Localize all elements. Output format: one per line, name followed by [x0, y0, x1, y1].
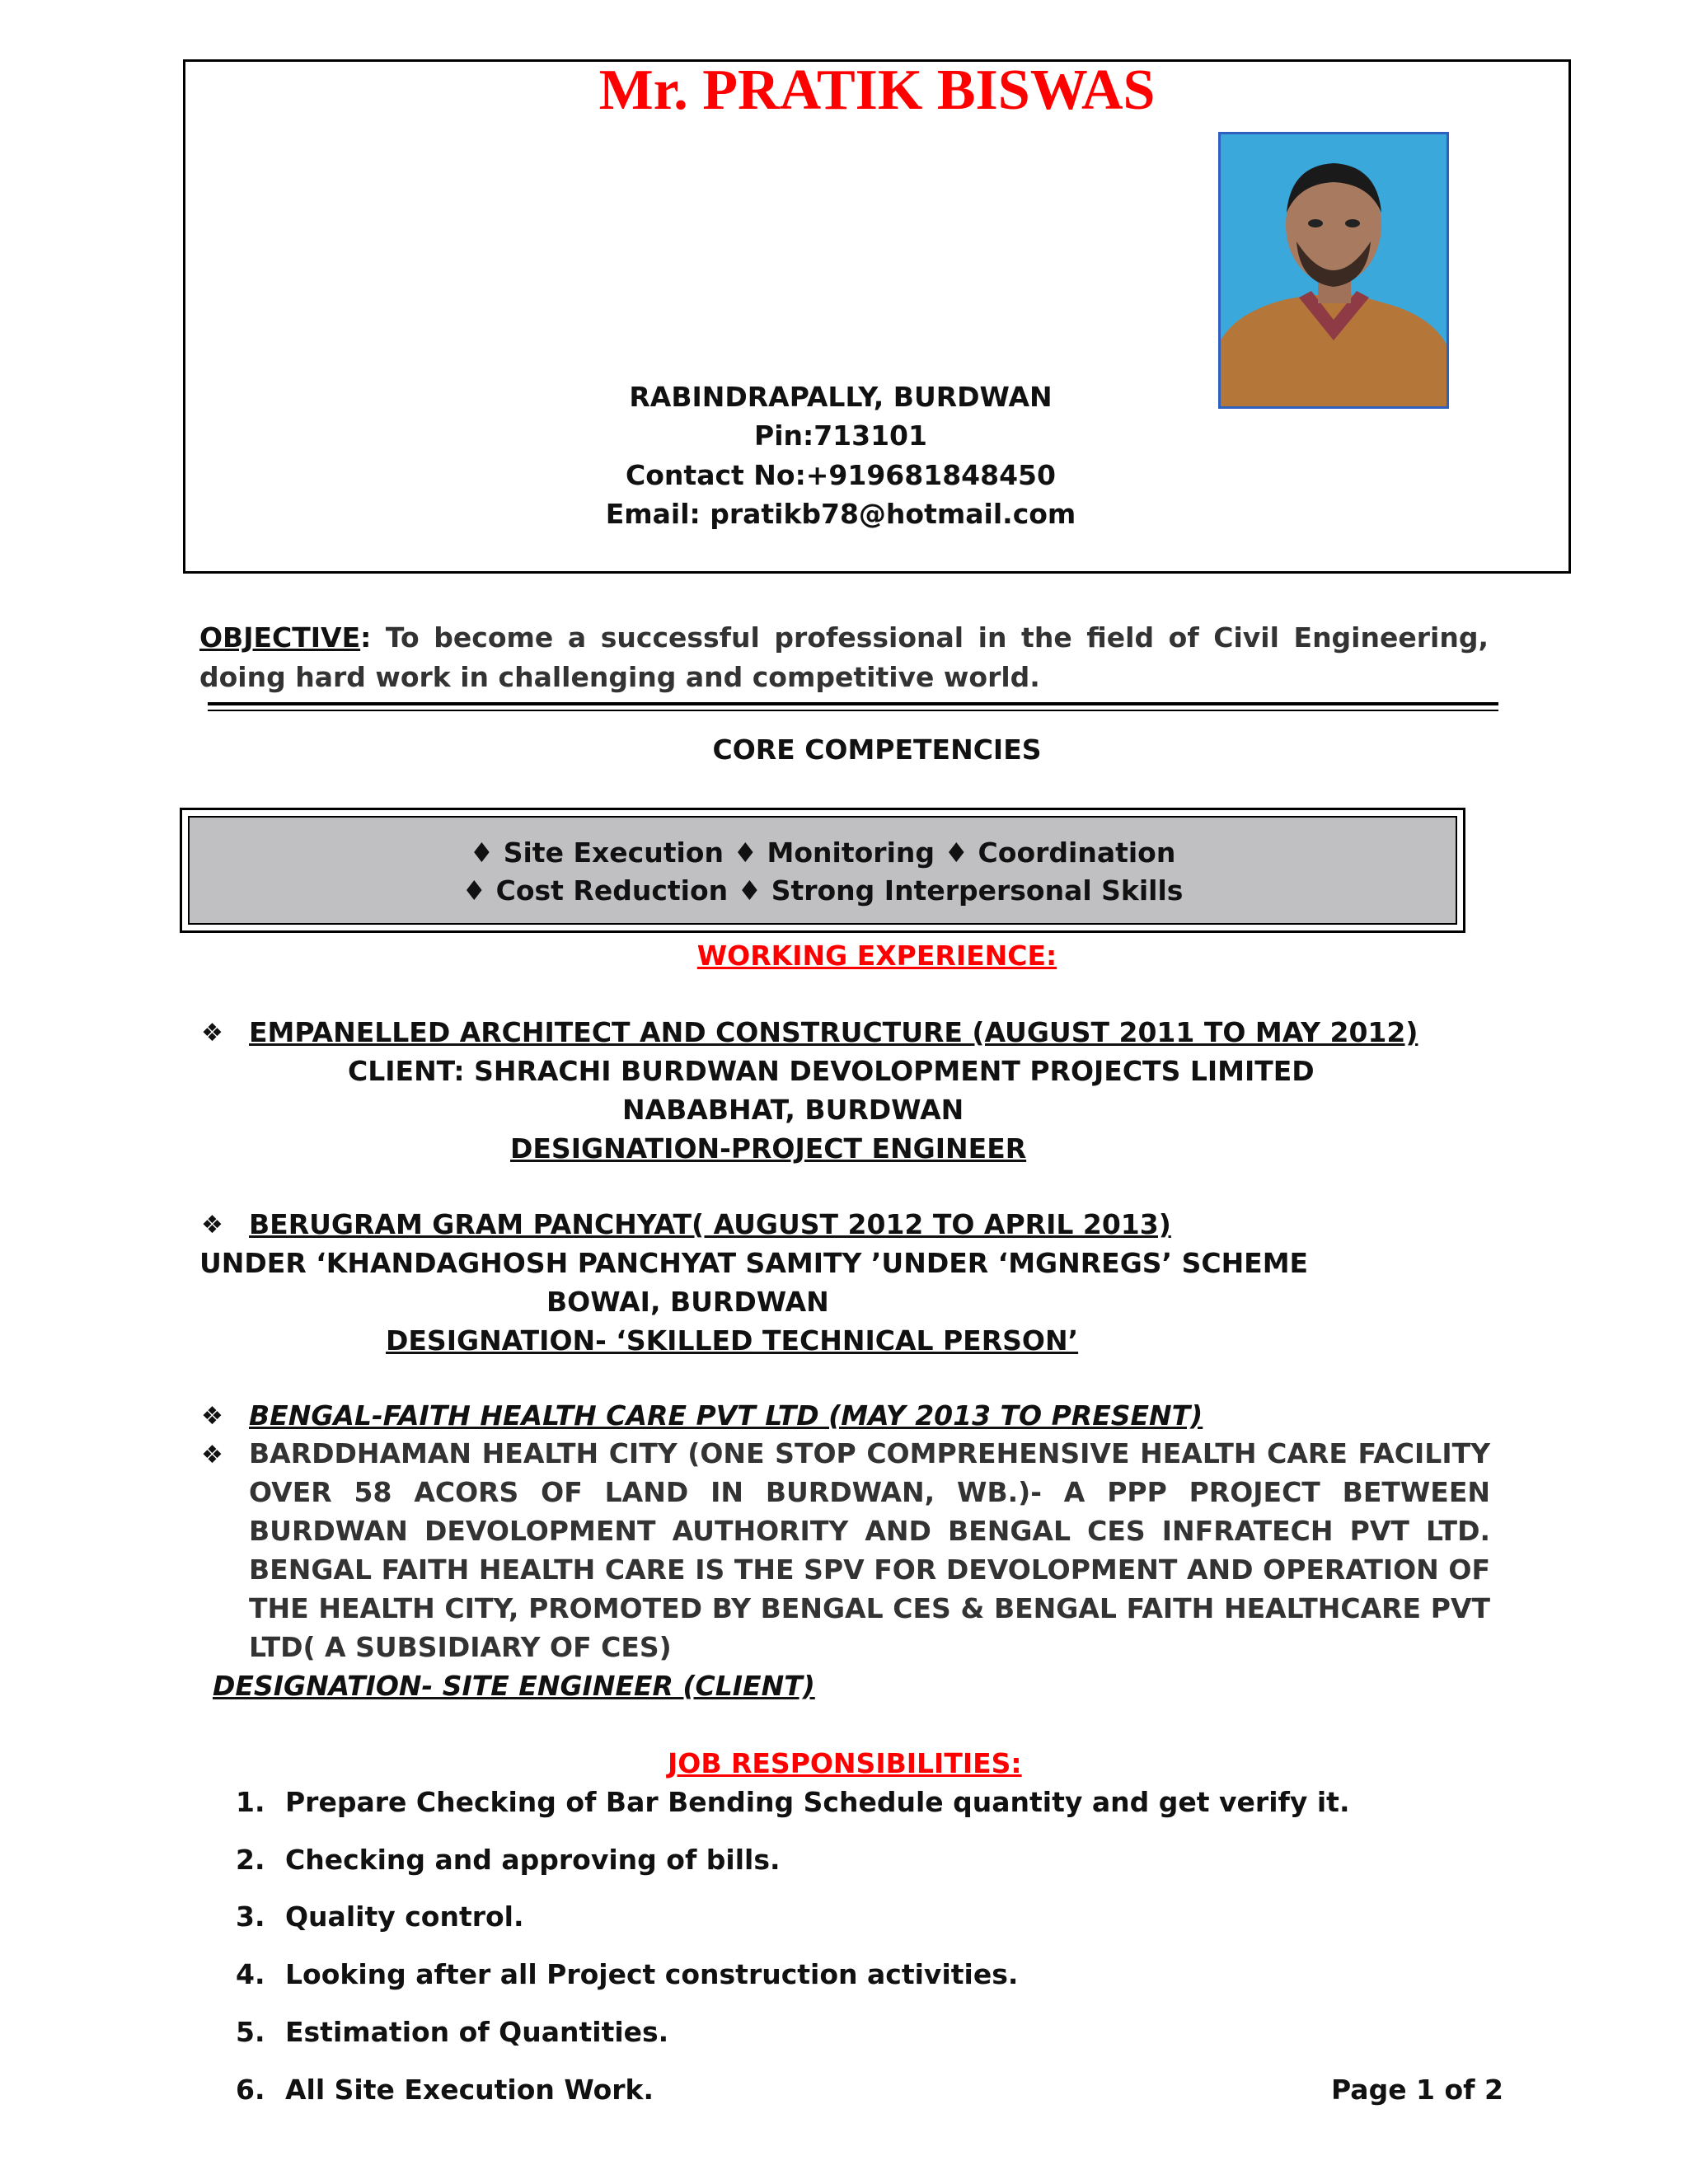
job3-heading: BENGAL-FAITH HEALTH CARE PVT LTD (MAY 2013 TO PRESENT)	[249, 1399, 1203, 1432]
email-address: Email: pratikb78@hotmail.com	[605, 498, 1076, 530]
job2-under: UNDER ‘KHANDAGHOSH PANCHYAT SAMITY ’UNDER ‘MGNREGS’ SCHEME	[199, 1247, 1309, 1279]
divider-thick	[208, 702, 1498, 705]
objective-paragraph	[199, 618, 1489, 697]
job1-location: NABABHAT, BURDWAN	[622, 1094, 964, 1126]
job1-heading: EMPANELLED ARCHITECT AND CONSTRUCTURE (AUGUST 2011 TO MAY 2012)	[249, 1016, 1418, 1048]
list-number: 3.	[236, 1900, 265, 1933]
list-item: Prepare Checking of Bar Bending Schedule quantity and get verify it.	[285, 1786, 1350, 1818]
working-experience-title: WORKING EXPERIENCE:	[696, 940, 1057, 972]
competencies-line-2: ♦ Cost Reduction ♦ Strong Interpersonal Skills	[462, 874, 1184, 907]
job2-location: BOWAI, BURDWAN	[546, 1286, 829, 1318]
bullet-icon: ❖	[201, 1402, 223, 1431]
page-number: Page 1 of 2	[1331, 2074, 1503, 2106]
person-portrait-icon	[1221, 134, 1447, 406]
list-item: Estimation of Quantities.	[285, 2016, 669, 2048]
job3-designation: DESIGNATION- SITE ENGINEER (CLIENT)	[213, 1670, 815, 1702]
address-line: RABINDRAPALLY, BURDWAN	[629, 381, 1053, 413]
list-item: Checking and approving of bills.	[285, 1844, 781, 1876]
competencies-title: CORE COMPETENCIES	[712, 733, 1042, 766]
candidate-name: Mr. PRATIK BISWAS	[598, 59, 1156, 122]
job1-designation: DESIGNATION-PROJECT ENGINEER	[510, 1132, 1027, 1165]
divider-thin	[208, 710, 1498, 711]
bullet-icon: ❖	[201, 1441, 223, 1469]
objective-label: OBJECTIVE	[199, 621, 361, 654]
competencies-line-1: ♦ Site Execution ♦ Monitoring ♦ Coordination	[469, 837, 1176, 869]
list-number: 5.	[236, 2016, 265, 2048]
job-responsibilities-title: JOB RESPONSIBILITIES:	[668, 1747, 1022, 1779]
contact-number: Contact No:+919681848450	[626, 459, 1056, 491]
job2-designation: DESIGNATION- ‘SKILLED TECHNICAL PERSON’	[386, 1324, 1079, 1357]
objective-colon: :	[360, 621, 372, 654]
bullet-icon: ❖	[201, 1019, 223, 1047]
job2-heading: BERUGRAM GRAM PANCHYAT( AUGUST 2012 TO APRIL 2013)	[249, 1208, 1171, 1240]
job3-description: BARDDHAMAN HEALTH CITY (ONE STOP COMPREHENSIVE HEALTH CARE FACILITY OVER 58 ACORS OF LAND IN BURDWAN, WB.)- A PPP PROJECT BETWEEN BURDWAN DEVOLOPMENT AUTHORITY AND BENGAL CES INFRATECH PVT LTD. BENGAL FAITH HEALTH CARE IS THE SPV FOR DEVOLOPMENT AND OPERATION OF THE HEALTH CITY, PROMOTED BY BENGAL CES & BENGAL FAITH HEALTHCARE PVT LTD( A SUBSIDIARY OF CES)	[249, 1437, 1490, 1663]
list-item: All Site Execution Work.	[285, 2074, 654, 2106]
list-number: 1.	[236, 1786, 265, 1818]
competencies-box	[188, 816, 1457, 925]
list-item: Looking after all Project construction activities.	[285, 1958, 1019, 1990]
list-item: Quality control.	[285, 1900, 524, 1933]
list-number: 4.	[236, 1958, 265, 1990]
job1-client: CLIENT: SHRACHI BURDWAN DEVOLOPMENT PROJECTS LIMITED	[348, 1055, 1315, 1087]
pin-code: Pin:713101	[754, 419, 927, 452]
profile-photo	[1218, 132, 1449, 409]
list-number: 6.	[236, 2074, 265, 2106]
bullet-icon: ❖	[201, 1211, 223, 1240]
objective-text: To become a successful professional in the field of Civil Engineering, doing hard work in challenging and competitive world.	[199, 621, 1489, 693]
list-number: 2.	[236, 1844, 265, 1876]
